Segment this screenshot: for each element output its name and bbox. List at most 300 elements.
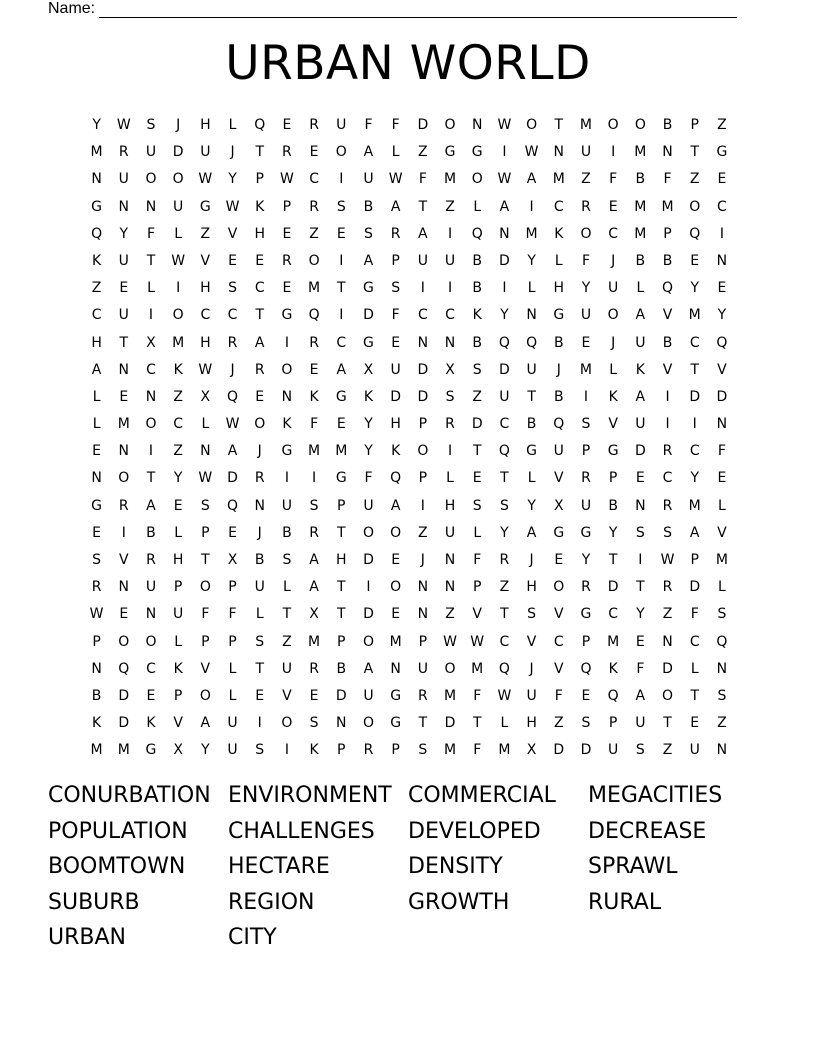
grid-letter: Q [716,633,728,650]
grid-letter: V [526,633,537,650]
grid-letter: T [663,715,672,732]
grid-letter: J [556,361,561,378]
grid-letter: L [527,280,536,297]
grid-letter: F [201,606,210,623]
grid-letter: W [497,687,512,704]
grid-letter: U [281,660,293,677]
grid-letter: W [116,117,131,133]
grid-letter: Z [499,579,510,596]
grid-letter: T [255,144,264,161]
grid-letter: I [529,198,534,215]
grid-letter: H [526,715,537,732]
grid-letter: H [526,579,537,596]
grid-letter: P [173,579,183,596]
grid-letter: D [471,416,483,433]
grid-letter: R [227,334,238,351]
grid-letter: H [172,552,184,568]
grid-letter: N [526,307,537,324]
grid-letter: O [634,117,646,133]
grid-letter: O [172,171,184,188]
grid-letter: Z [91,280,102,297]
grid-letter: O [553,579,565,596]
grid-letter: G [335,470,347,487]
grid-letter: N [499,225,510,242]
grid-letter: N [444,334,456,351]
grid-letter: N [444,579,456,596]
grid-letter: G [281,443,293,460]
grid-letter: U [417,660,428,677]
grid-letter: U [200,144,211,161]
grid-letter: F [473,742,482,759]
grid-letter: Z [662,606,673,623]
grid-letter: F [391,307,400,324]
grid-letter: G [91,497,103,514]
grid-letter: O [335,144,347,161]
grid-letter: V [200,660,211,677]
grid-letter: E [690,252,700,269]
grid-letter: D [634,443,646,460]
grid-letter: X [553,497,564,514]
grid-letter: Q [498,443,510,460]
grid-letter: O [390,579,402,596]
grid-letter: B [363,198,374,215]
grid-letter: O [118,470,130,487]
grid-letter: D [172,144,184,161]
grid-letter: Q [471,225,483,242]
grid-letter: J [420,552,425,568]
grid-letter: S [472,497,482,514]
grid-letter: U [417,252,428,269]
grid-letter: Z [282,633,292,650]
grid-letter: G [363,280,374,297]
grid-letter: E [581,687,591,704]
grid-letter: N [662,144,673,161]
grid-letter: U [145,579,157,596]
grid-letter: E [92,524,102,541]
grid-letter: A [309,552,319,568]
grid-letter: H [200,334,211,351]
grid-letter: T [554,117,564,133]
grid-letter: T [337,579,346,596]
grid-letter: B [608,497,618,514]
grid-letter: O [580,225,592,242]
grid-letter: T [527,388,536,405]
grid-letter: T [146,252,156,269]
grid-letter: U [336,117,347,133]
grid-letter: S [418,742,428,759]
grid-letter: R [662,497,673,514]
grid-letter: P [418,470,428,487]
grid-letter: P [418,416,428,433]
grid-letter: U [363,497,374,514]
grid-letter: U [608,742,619,759]
grid-letter: S [309,497,319,514]
grid-letter: N [417,579,429,596]
grid-letter: M [389,633,402,650]
grid-letter: U [118,171,129,188]
grid-letter: L [174,225,183,242]
grid-letter: N [336,715,347,732]
grid-letter: M [607,633,620,650]
grid-letter: N [471,117,483,133]
grid-letter: I [638,552,643,568]
grid-letter: G [553,307,565,324]
grid-letter: B [91,687,102,704]
grid-letter: E [119,280,129,297]
grid-letter: M [90,144,103,161]
grid-letter: D [417,361,429,378]
grid-letter: L [255,606,264,623]
grid-letter: Y [364,416,373,433]
grid-letter: G [335,388,347,405]
grid-letter: Y [690,470,699,487]
grid-letter: U [608,280,619,297]
grid-letter: Q [118,660,130,677]
grid-letter: G [444,144,456,161]
grid-letter: K [255,198,265,215]
grid-letter: T [690,361,699,378]
grid-letter: S [499,497,509,514]
grid-letter: J [257,443,262,460]
grid-letter: I [312,470,317,487]
grid-letter: P [228,579,237,596]
grid-letter: B [553,388,564,405]
grid-letter: O [308,252,320,269]
grid-letter: O [662,687,674,704]
grid-letter: M [471,660,484,677]
grid-letter: P [391,742,400,759]
grid-letter: P [337,633,346,650]
grid-letter: T [282,606,292,623]
grid-letter: J [257,524,262,541]
grid-letter: X [526,742,537,759]
grid-letter: S [445,388,455,405]
grid-letter: E [282,280,292,297]
grid-letter: V [173,715,183,732]
grid-letter: K [282,416,292,433]
grid-letter: O [145,171,157,188]
grid-letter: E [282,225,292,242]
grid-letter: Z [445,606,455,623]
grid-letter: L [174,633,183,650]
grid-letter: I [121,524,126,541]
grid-letter: Z [173,388,183,405]
grid-letter: T [418,715,428,732]
grid-letter: I [148,307,154,324]
grid-letter: M [117,742,130,759]
grid-letter: Q [607,687,619,704]
grid-letter: Y [581,280,591,297]
letter-grid [83,112,736,765]
grid-letter: U [580,307,592,324]
grid-letter: I [339,307,344,324]
grid-letter: D [716,388,728,405]
grid-letter: P [201,633,210,650]
grid-letter: J [230,144,235,161]
grid-letter: N [662,633,673,650]
grid-letter: S [92,552,102,568]
grid-letter: D [227,470,238,487]
grid-letter: N [281,388,293,405]
grid-letter: H [553,280,565,297]
grid-letter: Z [445,198,455,215]
grid-letter: R [363,742,374,759]
grid-letter: T [636,579,645,596]
grid-letter: D [607,579,619,596]
grid-letter: V [553,606,564,623]
grid-letter: I [692,416,697,433]
grid-letter: N [118,198,130,215]
grid-letter: A [91,361,102,378]
grid-letter: Y [581,552,591,568]
grid-letter: O [281,361,293,378]
grid-letter: N [118,443,130,460]
grid-letter: O [145,633,157,650]
grid-letter: C [689,443,700,460]
grid-letter: K [635,361,645,378]
grid-letter: S [391,280,401,297]
grid-letter: Y [201,742,210,759]
grid-letter: L [147,280,155,297]
grid-letter: Q [498,660,510,677]
grid-letter: V [717,524,727,541]
grid-letter: K [554,225,564,242]
word-list [48,778,768,956]
grid-letter: A [254,334,265,351]
grid-letter: E [635,470,645,487]
grid-letter: U [173,606,184,623]
grid-letter: D [118,715,130,732]
grid-letter: Z [472,388,483,405]
grid-letter: A [363,144,374,161]
grid-letter: B [336,660,347,677]
word-list-item: CONURBATION [48,783,211,808]
grid-letter: H [336,552,347,568]
grid-letter: A [418,225,428,242]
grid-letter: F [473,687,482,704]
grid-letter: Q [227,388,239,405]
grid-letter: L [228,117,237,133]
grid-letter: V [608,416,618,433]
grid-letter: B [635,252,646,269]
grid-letter: U [444,524,456,541]
grid-letter: C [146,361,156,378]
grid-letter: S [228,280,237,297]
grid-letter: E [554,552,564,568]
grid-letter: C [553,633,564,650]
grid-letter: Q [662,280,674,297]
grid-letter: M [443,171,457,188]
grid-letter: E [255,252,265,269]
grid-letter: C [200,307,211,324]
grid-letter: R [581,579,591,596]
grid-letter: C [254,280,265,297]
grid-letter: I [447,443,453,460]
grid-letter: S [146,117,156,133]
grid-letter: V [200,252,211,269]
word-list-item: MEGACITIES [588,783,723,808]
grid-letter: R [309,198,319,215]
grid-letter: K [309,388,319,405]
grid-letter: L [718,497,726,514]
grid-letter: E [228,252,237,269]
grid-letter: T [119,334,129,351]
grid-letter: Q [308,307,320,324]
grid-letter: A [390,497,401,514]
grid-letter: B [472,334,483,351]
grid-letter: M [634,225,647,242]
word-list-item: DEVELOPED [408,818,541,844]
grid-letter: D [499,252,510,269]
grid-letter: P [255,171,264,188]
grid-letter: E [608,198,618,215]
grid-letter: L [718,579,726,596]
grid-letter: S [581,416,591,433]
grid-letter: W [225,198,240,215]
grid-letter: V [282,687,292,704]
grid-letter: G [580,606,592,623]
grid-letter: T [500,606,509,623]
grid-letter: O [607,307,619,324]
grid-letter: D [417,117,429,133]
grid-letter: F [609,171,618,188]
grid-letter: J [529,660,534,677]
word-list-item: BOOMTOWN [48,854,186,879]
grid-letter: R [309,524,319,541]
grid-letter: Y [500,307,509,324]
grid-letter: K [391,443,401,460]
grid-letter: D [335,687,347,704]
grid-letter: U [227,742,238,759]
grid-letter: S [663,524,672,541]
grid-letter: S [527,606,537,623]
grid-letter: W [279,171,294,188]
grid-letter: F [554,687,563,704]
grid-letter: K [146,715,156,732]
grid-letter: J [529,552,534,568]
grid-letter: D [390,388,402,405]
grid-letter: O [607,117,619,133]
grid-letter: E [282,117,292,133]
grid-letter: O [444,660,456,677]
grid-letter: N [635,497,646,514]
grid-letter: B [553,334,564,351]
word-list-item: URBAN [48,925,126,950]
grid-letter: D [417,388,429,405]
grid-letter: Y [119,225,129,242]
grid-letter: B [662,117,673,133]
grid-letter: Q [227,497,239,514]
grid-letter: B [254,552,265,568]
grid-letter: O [362,524,374,541]
grid-letter: V [472,606,482,623]
grid-letter: B [282,524,292,541]
grid-letter: P [581,443,591,460]
grid-letter: E [336,416,346,433]
word-list-item: POPULATION [48,818,188,844]
grid-letter: I [420,280,425,297]
grid-letter: C [336,334,347,351]
grid-letter: E [173,497,183,514]
grid-letter: Y [690,280,699,297]
grid-letter: L [391,144,400,161]
grid-letter: A [336,361,347,378]
grid-letter: K [309,742,319,759]
grid-letter: B [662,252,673,269]
grid-letter: U [118,307,129,324]
grid-letter: F [636,660,645,677]
grid-letter: N [200,443,211,460]
grid-letter: C [499,633,510,650]
grid-letter: O [145,416,157,433]
grid-letter: N [417,334,429,351]
grid-letter: F [310,416,319,433]
grid-letter: P [608,470,618,487]
grid-letter: N [553,144,565,161]
grid-letter: I [284,470,289,487]
grid-letter: H [390,416,401,433]
grid-letter: N [417,606,429,623]
grid-letter: Z [689,171,700,188]
grid-letter: A [526,171,537,188]
grid-letter: E [391,552,401,568]
grid-letter: E [635,633,645,650]
grid-letter: E [690,715,700,732]
grid-letter: U [526,361,537,378]
grid-letter: U [281,497,293,514]
grid-letter: L [228,687,237,704]
grid-letter: O [199,579,211,596]
grid-letter: O [526,117,538,133]
grid-letter: L [283,579,291,596]
grid-letter: M [688,497,701,514]
grid-letter: F [473,552,482,568]
grid-letter: M [443,742,457,759]
grid-letter: E [391,334,401,351]
grid-letter: A [390,198,401,215]
grid-letter: P [92,633,101,650]
grid-letter: F [146,225,155,242]
grid-letter: X [445,361,455,378]
grid-letter: Y [92,117,101,133]
grid-letter: H [254,225,265,242]
grid-letter: R [282,144,292,161]
grid-letter: Z [581,171,591,188]
grid-letter: Y [608,524,618,541]
grid-letter: K [92,252,102,269]
grid-letter: C [608,225,619,242]
grid-letter: C [227,307,238,324]
grid-letter: D [689,388,701,405]
grid-letter: S [635,742,645,759]
grid-letter: W [198,171,213,188]
grid-letter: U [499,388,510,405]
grid-letter: R [309,660,319,677]
grid-letter: L [690,660,699,677]
grid-letter: U [580,497,592,514]
grid-letter: N [91,660,102,677]
grid-letter: G [363,334,374,351]
grid-letter: X [227,552,238,568]
grid-letter: B [526,416,537,433]
grid-letter: P [391,252,400,269]
grid-letter: V [227,225,238,242]
grid-letter: T [337,280,346,297]
grid-letter: V [662,361,673,378]
grid-letter: N [254,497,265,514]
grid-letter: P [418,633,428,650]
grid-letter: R [445,416,455,433]
